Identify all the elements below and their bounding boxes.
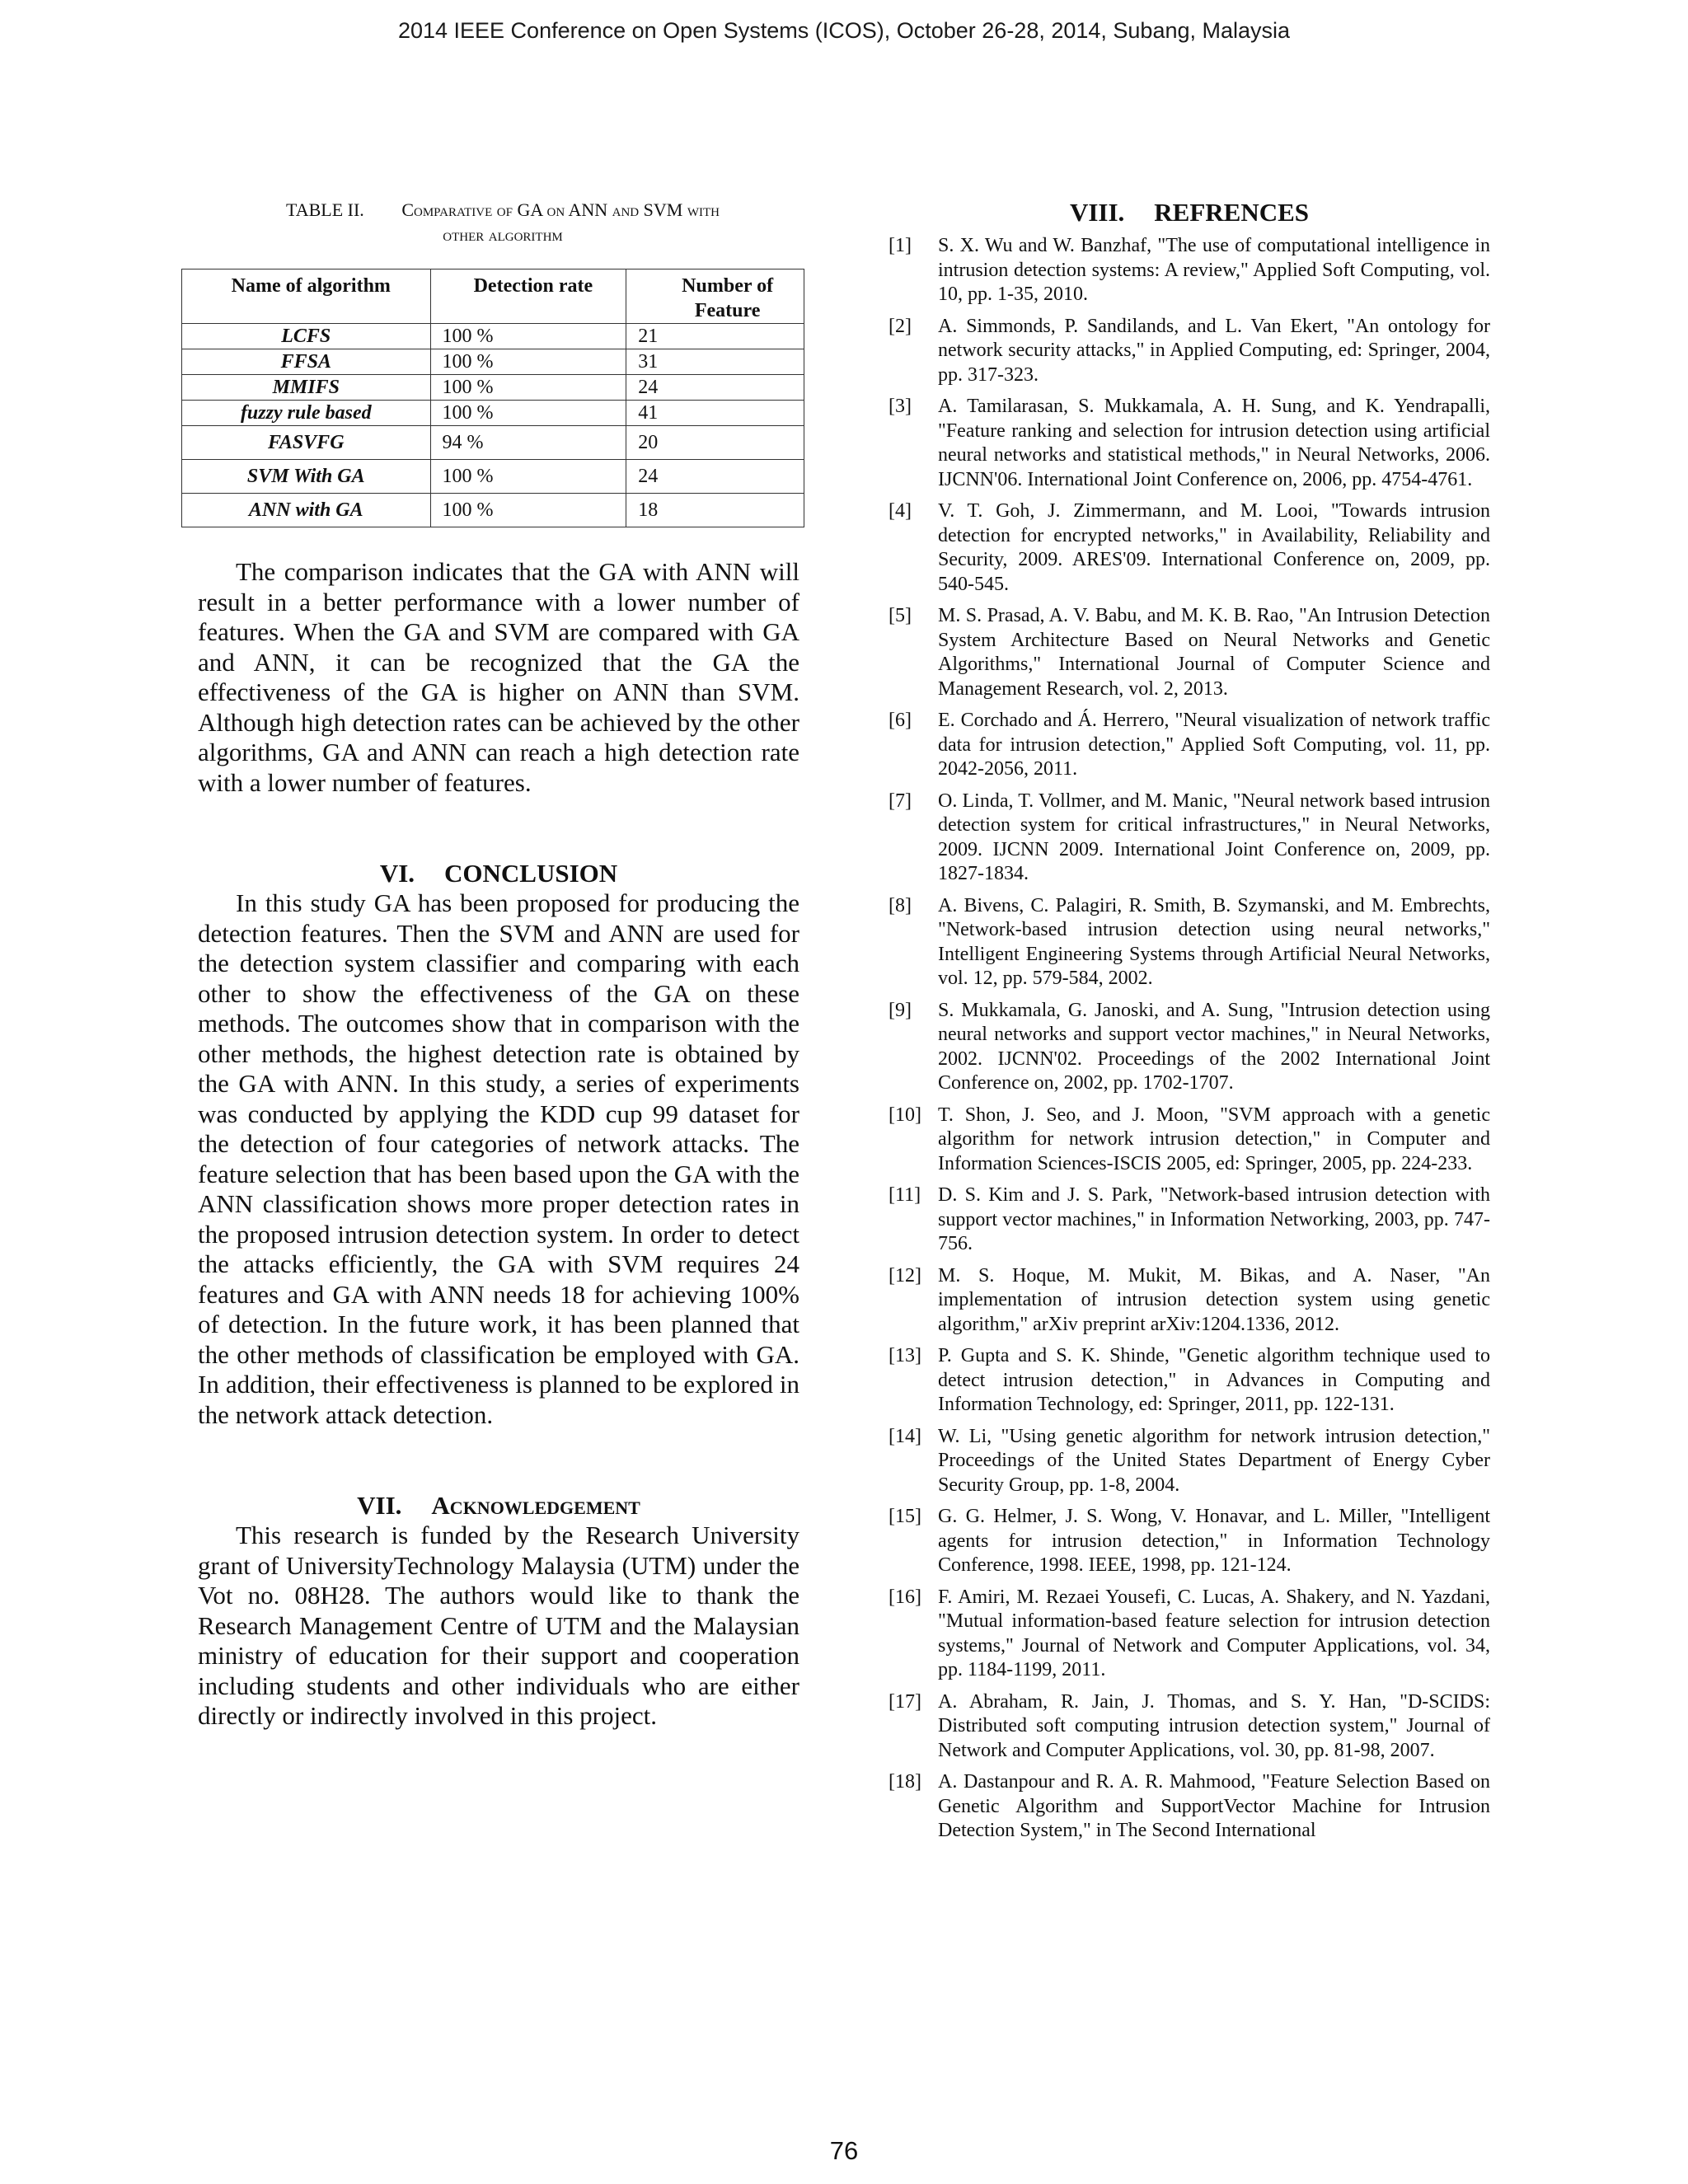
reference-text: W. Li, "Using genetic algorithm for network intrusion detection," Proceedings of the United States Department of Energy Cyber Security Group, pp. 1-8, 2004. — [938, 1425, 1490, 1496]
table-caption — [198, 198, 799, 247]
col-header-name: Name of algorithm — [182, 269, 431, 324]
table-row — [182, 375, 804, 401]
reference-text: F. Amiri, M. Rezaei Yousefi, C. Lucas, A. Shakery, and N. Yazdani, "Mutual information-based feature selection for intrusion detection systems," Journal of Network and Computer Applications, vol. 34, pp. 1184-1199, 2011. — [938, 1586, 1490, 1680]
reference-number: [16] — [889, 1586, 921, 1608]
reference-number: [6] — [889, 710, 912, 731]
reference-item — [889, 1344, 1490, 1418]
feature-count: 24 — [626, 460, 804, 494]
detection-rate: 100 % — [430, 401, 626, 426]
algorithm-name: FASVFG — [182, 426, 431, 460]
reference-number: [18] — [889, 1771, 921, 1793]
table-row — [182, 349, 804, 375]
detection-rate: 100 % — [430, 324, 626, 349]
reference-number: [8] — [889, 894, 912, 916]
algorithm-name: fuzzy rule based — [182, 401, 431, 426]
feature-count: 20 — [626, 426, 804, 460]
reference-item — [889, 1104, 1490, 1177]
detection-rate: 100 % — [430, 349, 626, 375]
conclusion-title: CONCLUSION — [444, 859, 618, 888]
detection-rate: 100 % — [430, 460, 626, 494]
feature-count: 18 — [626, 494, 804, 527]
reference-item — [889, 1425, 1490, 1498]
col-header-rate: Detection rate — [430, 269, 626, 324]
table-caption-line1: Comparative of GA on ANN and SVM with — [401, 199, 720, 220]
reference-item — [889, 1690, 1490, 1764]
reference-text: A. Dastanpour and R. A. R. Mahmood, "Feature Selection Based on Genetic Algorithm and SupportVector Machine for Intrusion Detection System," in The Second International — [938, 1771, 1490, 1841]
reference-text: A. Simmonds, P. Sandilands, and L. Van Ekert, "An ontology for network security attacks," in Applied Computing, ed: Springer, 2004, pp. 317-323. — [938, 315, 1490, 386]
reference-item — [889, 1586, 1490, 1683]
acknowledgement-paragraph: This research is funded by the Research University grant of UniversityTechnology Malaysia (UTM) under the Vot no. 08H28. The authors would like to thank the Research Management Centre of UTM and the Malaysian ministry of education for their support and cooperation including students and other individuals who are either directly or indirectly involved in this project. — [198, 1521, 799, 1730]
reference-number: [10] — [889, 1104, 921, 1126]
reference-item — [889, 1770, 1490, 1844]
reference-text: O. Linda, T. Vollmer, and M. Manic, "Neural network based intrusion detection system for critical infrastructures," in Neural Networks, 2009. IJCNN 2009. International Joint Conference on, 2009, pp. 1827-1834. — [938, 790, 1490, 884]
reference-item — [889, 315, 1490, 388]
reference-number: [5] — [889, 605, 912, 626]
table-label: TABLE II. — [286, 199, 364, 220]
reference-text: D. S. Kim and J. S. Park, "Network-based intrusion detection with support vector machines," in Information Networking, 2003, pp. 747-756. — [938, 1184, 1490, 1254]
reference-number: [4] — [889, 500, 912, 522]
algorithm-name: SVM With GA — [182, 460, 431, 494]
col-header-features: Number of Feature — [626, 269, 804, 324]
comparison-table — [181, 269, 804, 527]
reference-item — [889, 709, 1490, 782]
algorithm-name: MMIFS — [182, 375, 431, 401]
reference-number: [17] — [889, 1690, 921, 1713]
algorithm-name: ANN with GA — [182, 494, 431, 527]
reference-number: [3] — [889, 396, 912, 417]
reference-text: P. Gupta and S. K. Shinde, "Genetic algorithm technique used to detect intrusion detection," in Advances in Computing and Information Technology, ed: Springer, 2011, pp. 122-131. — [938, 1345, 1490, 1415]
acknowledgement-number: VII. — [357, 1491, 402, 1520]
references-heading — [889, 198, 1490, 227]
detection-rate: 100 % — [430, 375, 626, 401]
reference-number: [14] — [889, 1425, 921, 1447]
references-title: REFRENCES — [1154, 198, 1310, 227]
table-row — [182, 494, 804, 527]
reference-text: M. S. Hoque, M. Mukit, M. Bikas, and A. Naser, "An implementation of intrusion detection system using genetic algorithm," arXiv preprint arXiv:1204.1336, 2012. — [938, 1264, 1490, 1335]
conclusion-number: VI. — [379, 859, 415, 888]
feature-count: 41 — [626, 401, 804, 426]
reference-item — [889, 499, 1490, 597]
acknowledgement-heading — [198, 1491, 799, 1521]
reference-list — [889, 234, 1490, 1844]
reference-item — [889, 1264, 1490, 1338]
table-row — [182, 426, 804, 460]
reference-number: [15] — [889, 1506, 921, 1527]
reference-number: [1] — [889, 235, 912, 256]
algorithm-name: LCFS — [182, 324, 431, 349]
reference-text: V. T. Goh, J. Zimmermann, and M. Looi, "Towards intrusion detection for encrypted networks," in Availability, Reliability and Security, 2009. ARES'09. International Conference on, 2009, pp. 540-545. — [938, 500, 1490, 595]
right-column — [889, 198, 1490, 1851]
reference-text: M. S. Prasad, A. V. Babu, and M. K. B. Rao, "An Intrusion Detection System Architecture Based on Neural Networks and Genetic Algorithms," International Journal of Computer Science and Management Research, vol. 2, 2013. — [938, 605, 1490, 700]
reference-item — [889, 395, 1490, 492]
reference-text: E. Corchado and Á. Herrero, "Neural visualization of network traffic data for intrusion detection," Applied Soft Computing, vol. 11, pp. 2042-2056, 2011. — [938, 710, 1490, 780]
reference-text: S. X. Wu and W. Banzhaf, "The use of computational intelligence in intrusion detection systems: A review," Applied Soft Computing, vol. 10, pp. 1-35, 2010. — [938, 235, 1490, 305]
references-number: VIII. — [1069, 198, 1125, 227]
reference-text: G. G. Helmer, J. S. Wong, V. Honavar, and L. Miller, "Intelligent agents for intrusion detection," in Information Technology Conference, 1998. IEEE, 1998, pp. 121-124. — [938, 1506, 1490, 1576]
table-row — [182, 460, 804, 494]
reference-number: [12] — [889, 1264, 921, 1286]
reference-number: [2] — [889, 315, 912, 337]
comparison-paragraph: The comparison indicates that the GA with ANN will result in a better performance with a lower number of features. When the GA and SVM are compared with GA and ANN, it can be recognized that the GA the effectiveness of the GA is higher on ANN than SVM. Although high detection rates can be achieved by the other algorithms, GA and ANN can reach a high detection rate with a lower number of features. — [198, 557, 799, 797]
reference-item — [889, 604, 1490, 701]
reference-text: S. Mukkamala, G. Janoski, and A. Sung, "Intrusion detection using neural networks and support vector machines," in Neural Networks, 2002. IJCNN'02. Proceedings of the 2002 International Joint Conference on, 2002, pp. 1702-1707. — [938, 999, 1490, 1094]
reference-item — [889, 1183, 1490, 1257]
left-column — [198, 198, 799, 1732]
reference-item — [889, 1505, 1490, 1578]
reference-number: [11] — [889, 1184, 921, 1206]
feature-count: 24 — [626, 375, 804, 401]
detection-rate: 94 % — [430, 426, 626, 460]
reference-item — [889, 234, 1490, 307]
table-caption-line2: other algorithm — [443, 224, 563, 245]
detection-rate: 100 % — [430, 494, 626, 527]
table-row — [182, 401, 804, 426]
conference-header: 2014 IEEE Conference on Open Systems (ICOS), October 26-28, 2014, Subang, Malaysia — [397, 18, 1291, 43]
table-header-row — [182, 269, 804, 324]
table-row — [182, 324, 804, 349]
reference-text: A. Bivens, C. Palagiri, R. Smith, B. Szymanski, and M. Embrechts, "Network-based intrusion detection using neural networks," Intelligent Engineering Systems through Artificial Neural Networks, vol. 12, pp. 579-584, 2002. — [938, 894, 1490, 989]
reference-item — [889, 999, 1490, 1096]
conclusion-heading — [198, 859, 799, 888]
reference-item — [889, 894, 1490, 991]
reference-text: A. Tamilarasan, S. Mukkamala, A. H. Sung, and K. Yendrapalli, "Feature ranking and selection for intrusion detection using artificial neural networks and statistical methods," in Neural Networks, 2006. IJCNN'06. International Joint Conference on, 2006, pp. 4754-4761. — [938, 396, 1490, 490]
reference-number: [13] — [889, 1345, 921, 1366]
reference-text: T. Shon, J. Seo, and J. Moon, "SVM approach with a genetic algorithm for network intrusion detection," in Computer and Information Sciences-ISCIS 2005, ed: Springer, 2005, pp. 224-233. — [938, 1104, 1490, 1174]
acknowledgement-title: Acknowledgement — [431, 1491, 640, 1520]
reference-number: [7] — [889, 790, 912, 812]
reference-item — [889, 790, 1490, 887]
reference-text: A. Abraham, R. Jain, J. Thomas, and S. Y. Han, "D-SCIDS: Distributed soft computing intrusion detection system," Journal of Network and Computer Applications, vol. 30, pp. 81-98, 2007. — [938, 1690, 1490, 1761]
feature-count: 21 — [626, 324, 804, 349]
conclusion-paragraph: In this study GA has been proposed for producing the detection features. Then the SVM and ANN are used for the detection system classifier and comparing with each other to show the effectiveness of the GA on these methods. The outcomes show that in comparison with the other methods, the highest detection rate is obtained by the GA with ANN. In this study, a series of experiments was conducted by applying the KDD cup 99 dataset for the detection of four categories of network attacks. The feature selection that has been based upon the GA with the ANN classification shows more proper detection rates in the proposed intrusion detection system. In order to detect the attacks efficiently, the GA with SVM requires 24 features and GA with ANN needs 18 for achieving 100% of detection. In the future work, it has been planned that the other methods of classification be employed with GA. In addition, their effectiveness is planned to be explored in the network attack detection. — [198, 888, 799, 1429]
page-number: 76 — [829, 2136, 859, 2165]
reference-number: [9] — [889, 999, 912, 1021]
algorithm-name: FFSA — [182, 349, 431, 375]
feature-count: 31 — [626, 349, 804, 375]
